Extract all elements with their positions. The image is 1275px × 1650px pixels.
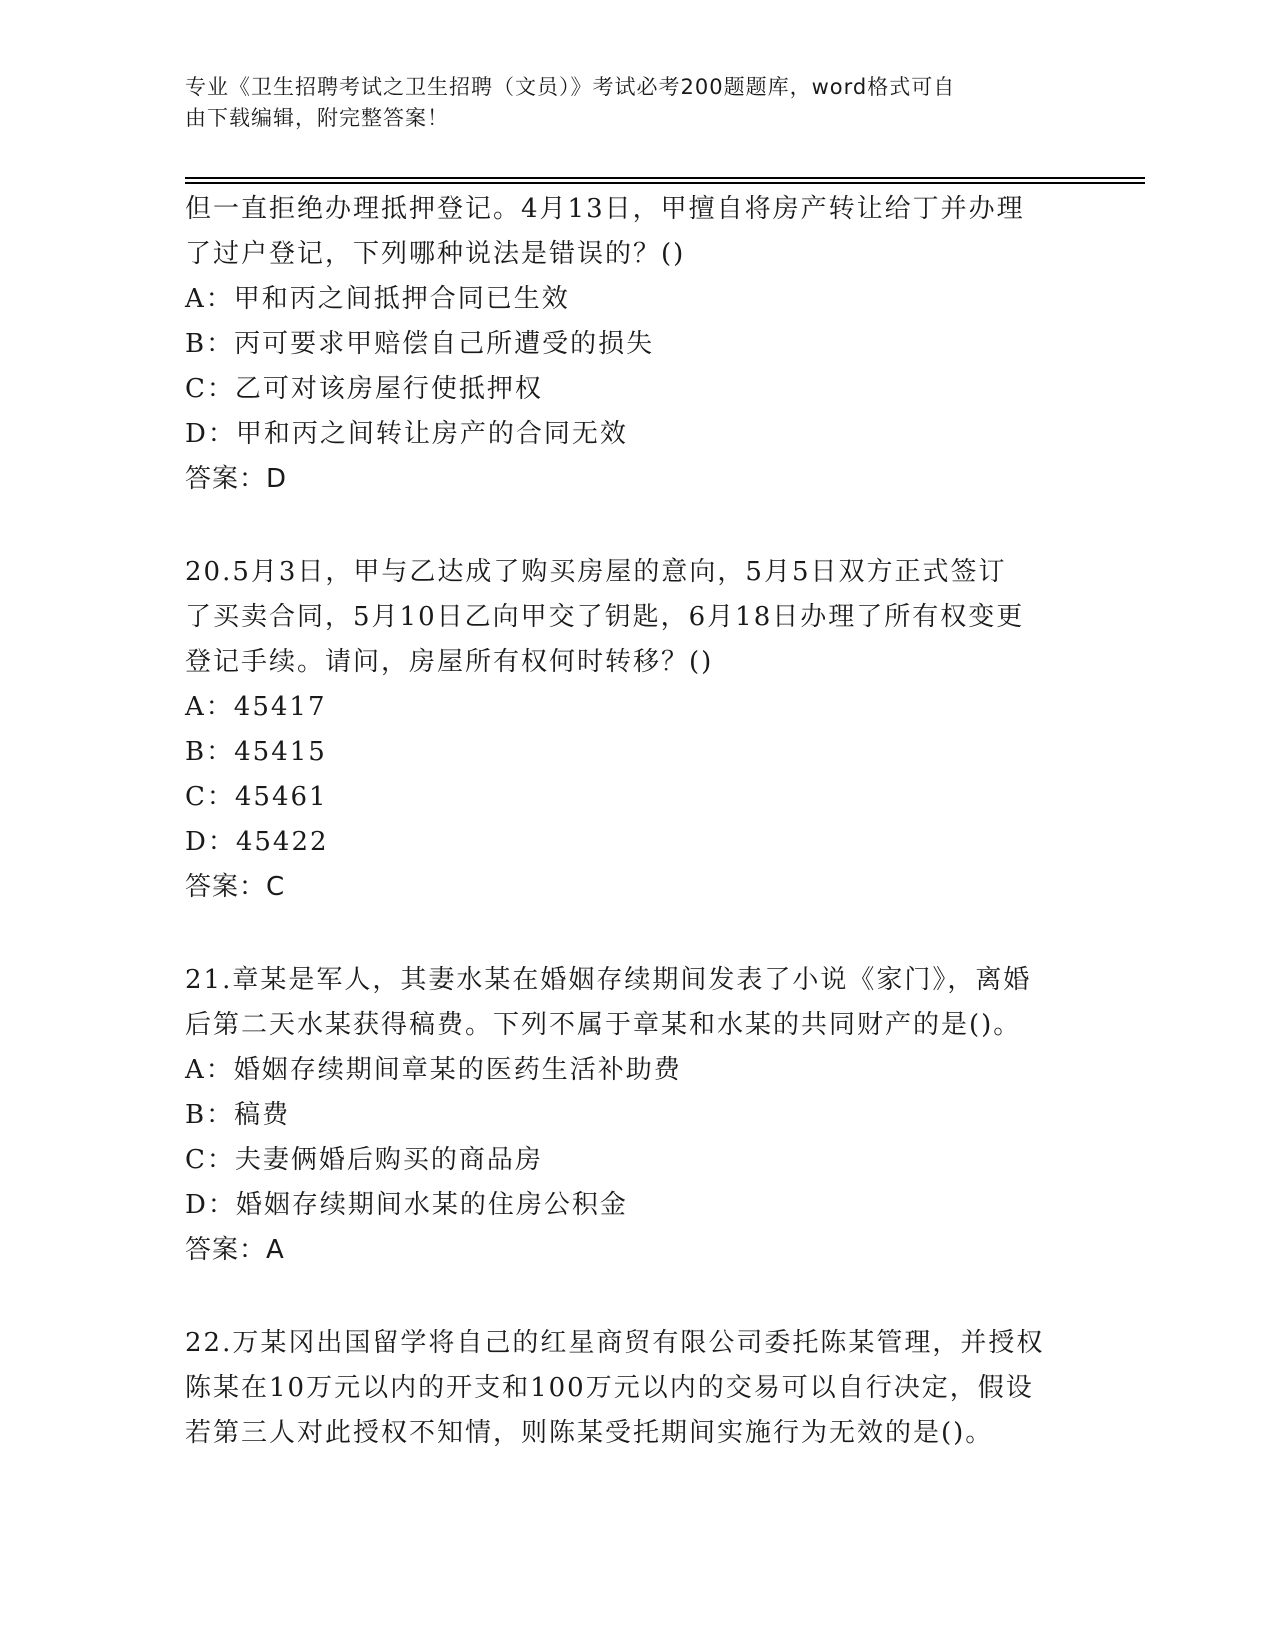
- question-19: [185, 187, 1085, 502]
- option-a: A：45417: [185, 692, 327, 722]
- question-text: 但一直拒绝办理抵押登记。4月13日，甲擅自将房产转让给丁并办理: [185, 194, 1025, 224]
- header-divider: [185, 182, 1145, 184]
- option-d: D：甲和丙之间转让房产的合同无效: [185, 419, 628, 449]
- question-text: 20.5月3日，甲与乙达成了购买房屋的意向，5月5日双方正式签订: [185, 557, 1007, 587]
- question-text: 22.万某冈出国留学将自己的红星商贸有限公司委托陈某管理，并授权: [185, 1328, 1045, 1358]
- option-a: A：甲和丙之间抵押合同已生效: [185, 284, 570, 314]
- option-d: D：45422: [185, 827, 329, 857]
- question-text: 陈某在10万元以内的开支和100万元以内的交易可以自行决定，假设: [185, 1373, 1034, 1403]
- question-20: [185, 550, 1085, 910]
- questions-content: [185, 187, 1085, 1456]
- option-c: C：45461: [185, 782, 328, 812]
- header-line: 由下载编辑，附完整答案！: [185, 106, 449, 130]
- answer: 答案：D: [185, 464, 288, 494]
- question-text: 后第二天水某获得稿费。下列不属于章某和水某的共同财产的是()。: [185, 1010, 1022, 1040]
- option-b: B：45415: [185, 737, 327, 767]
- option-d: D：婚姻存续期间水某的住房公积金: [185, 1190, 628, 1220]
- question-text: 了买卖合同，5月10日乙向甲交了钥匙，6月18日办理了所有权变更: [185, 602, 1025, 632]
- option-a: A：婚姻存续期间章某的医药生活补助费: [185, 1055, 682, 1085]
- option-c: C：乙可对该房屋行使抵押权: [185, 374, 543, 404]
- answer: 答案：C: [185, 872, 286, 902]
- question-text: 了过户登记，下列哪种说法是错误的？(): [185, 239, 686, 269]
- question-text: 21.章某是军人，其妻水某在婚姻存续期间发表了小说《家门》，离婚: [185, 965, 1032, 995]
- header-line: 专业《卫生招聘考试之卫生招聘（文员）》考试必考200题题库，word格式可自: [185, 75, 956, 99]
- answer: 答案：A: [185, 1235, 285, 1265]
- question-text: 登记手续。请问，房屋所有权何时转移？(): [185, 647, 714, 677]
- option-c: C：夫妻俩婚后购买的商品房: [185, 1145, 543, 1175]
- question-text: 若第三人对此授权不知情，则陈某受托期间实施行为无效的是()。: [185, 1418, 994, 1448]
- question-21: [185, 958, 1085, 1273]
- header-divider: [185, 177, 1145, 179]
- page-header: [185, 72, 1065, 134]
- option-b: B：丙可要求甲赔偿自己所遭受的损失: [185, 329, 655, 359]
- option-b: B：稿费: [185, 1100, 291, 1130]
- question-22: [185, 1321, 1085, 1456]
